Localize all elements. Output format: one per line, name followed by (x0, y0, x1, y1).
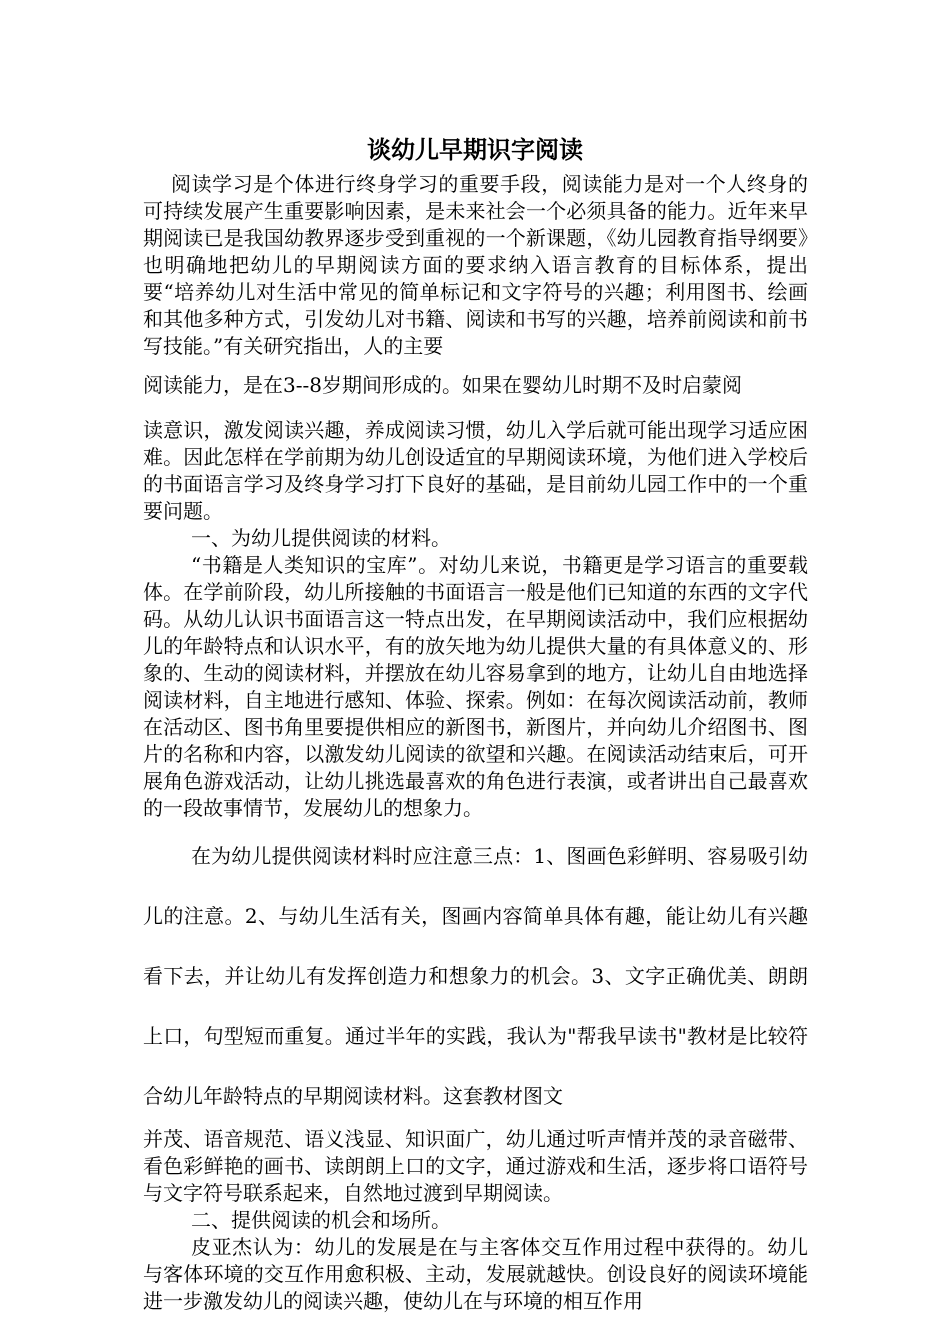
section-heading-1: 一、为幼儿提供阅读的材料。 (191, 526, 451, 550)
document-body (143, 171, 808, 1315)
document-title: 谈幼儿早期识字阅读 (367, 135, 583, 164)
paragraph-reading-awareness: 读意识，激发阅读兴趣，养成阅读习惯，幼儿入学后就可能出现学习适应困难。因此怎样在学前期为幼儿创设适宜的早期阅读环境，为他们进入学校后的书面语言学习及终身学习打下良好的基础，是目前幼儿园工作中的一个重要问题。 (143, 418, 808, 523)
paragraph-intro: 阅读学习是个体进行终身学习的重要手段，阅读能力是对一个人终身的可持续发展产生重要影响因素，是未来社会一个必须具备的能力。近年来早期阅读已是我国幼教界逐步受到重视的一个新课题，《幼儿园教育指导纲要》也明确地把幼儿的早期阅读方面的要求纳入语言教育的目标体系，提出要“培养幼儿对生活中常见的简单标记和文字符号的兴趣；利用图书、绘画和其他多种方式，引发幼儿对书籍、阅读和书写的兴趣，培养前阅读和前书写技能。”有关研究指出，人的主要 (143, 172, 808, 358)
paragraph-books: “书籍是人类知识的宝库”。对幼儿来说，书籍更是学习语言的重要载体。在学前阶段，幼儿所接触的书面语言一般是他们已知道的东西的文字代码。从幼儿认识书面语言这一特点出发，在早期阅读活动中，我们应根据幼儿的年龄特点和认识水平，有的放矢地为幼儿提供大量的有具体意义的、形象的、生动的阅读材料，并摆放在幼儿容易拿到的地方，让幼儿自由地选择阅读材料，自主地进行感知、体验、探索。例如：在每次阅读活动前，教师在活动区、图书角里要提供相应的新图书，新图片，并向幼儿介绍图书、图片的名称和内容，以激发幼儿阅读的欲望和兴趣。在阅读活动结束后，可开展角色游戏活动，让幼儿挑选最喜欢的角色进行表演，或者讲出自己最喜欢的一段故事情节，发展幼儿的想象力。 (143, 553, 808, 820)
section-heading-2: 二、提供阅读的机会和场所。 (191, 1208, 451, 1232)
paragraph-age-range: 阅读能力，是在3--8岁期间形成的。如果在婴幼儿时期不及时启蒙阅 (143, 373, 742, 397)
paragraph-textbook: 并茂、语音规范、语义浅显、知识面广，幼儿通过听声情并茂的录音磁带、看色彩鲜艳的画书、读朗朗上口的文字，通过游戏和生活，逐步将口语符号与文字符号联系起来，自然地过渡到早期阅读。 (143, 1127, 808, 1205)
paragraph-three-points: 在为幼儿提供阅读材料时应注意三点：1、图画色彩鲜明、容易吸引幼儿的注意。2、与幼儿生活有关，图画内容简单具体有趣，能让幼儿有兴趣看下去，并让幼儿有发挥创造力和想象力的机会。3、文字正确优美、朗朗上口，句型短而重复。通过半年的实践，我认为"帮我早读书"教材是比较符合幼儿年龄特点的早期阅读材料。这套教材图文 (143, 844, 808, 1108)
paragraph-piaget: 皮亚杰认为：幼儿的发展是在与主客体交互作用过程中获得的。幼儿与客体环境的交互作用愈积极、主动，发展就越快。创设良好的阅读环境能进一步激发幼儿的阅读兴趣，使幼儿在与环境的相互作用 (143, 1235, 808, 1313)
